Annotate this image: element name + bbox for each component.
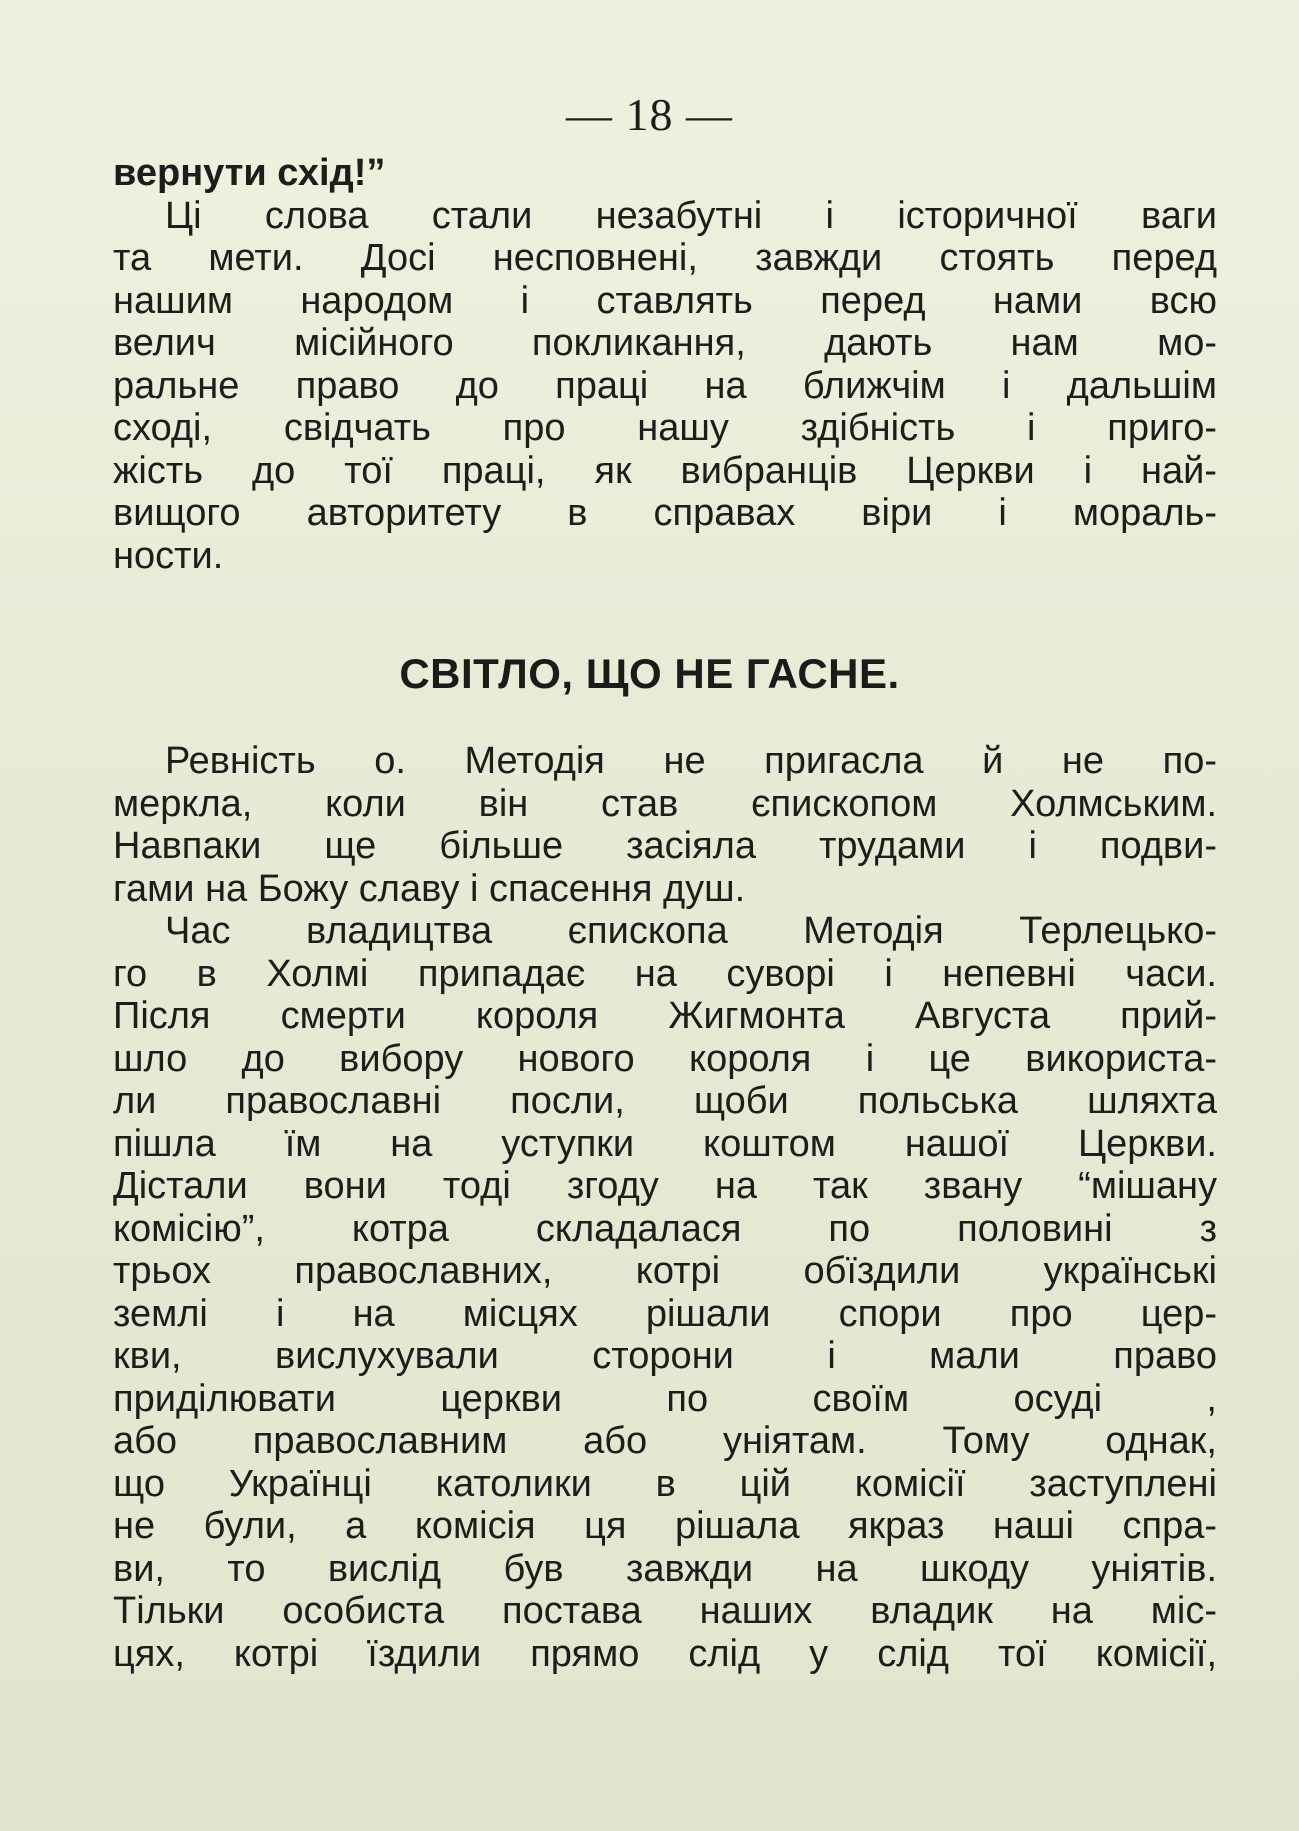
text-line: гами на Божу славу і спасення душ. [113,867,746,910]
text-line: цях, котрі їздили прямо слід у слід тої комісії, [113,1632,1217,1675]
text-line: землі і на місцях рішали спори про цер- [113,1292,1217,1335]
text-line: сході, свідчать про нашу здібність і приго- [113,407,1217,449]
text-line: нашим народом і ставлять перед нами всю [113,279,1217,322]
text-line: шло до вибору нового короля і це використа- [113,1037,1217,1080]
text-line: жість до тої праці, як вибранців Церкви і най- [113,449,1217,492]
text-line: ральне право до праці на ближчім і дальшім [113,364,1217,407]
intro-text [113,152,1217,577]
text-line: що Українці католики в цій комісії заступлені [113,1462,1217,1505]
text-line: Ці слова стали незабутні і історичної ваги [165,194,1217,237]
section-heading: СВІТЛО, ЩО НЕ ГАСНЕ. [399,650,900,697]
text-line: вищого авторитету в справах віри і мораль- [113,492,1217,534]
text-line: та мети. Досі несповнені, завжди стоять перед [113,237,1217,279]
text-line: меркла, коли він став єпископом Холмським. [113,782,1217,825]
text-line: Дістали вони тоді згоду на так звану “мішану [113,1165,1217,1207]
text-line: ви, то вислід був завжди на шкоду уніятів. [113,1547,1217,1590]
text-line: не були, а комісія ця рішала якраз наші спра- [113,1505,1217,1547]
paragraph-1 [113,740,1217,910]
text-line: Час владицтва єпископа Методія Терлецько- [165,910,1217,952]
text-line: Навпаки ще більше засіяла трудами і подви- [113,825,1217,867]
paragraph-2 [113,910,1217,1675]
text-line: вернути схід!” [113,152,386,194]
text-line: приділювати церкви по своїм осуді , [113,1377,1217,1420]
text-line: пішла їм на уступки коштом нашої Церкви. [113,1122,1217,1165]
text-line: го в Холмі припадає на суворі і непевні часи. [113,952,1217,995]
page-number: — 18 — [566,89,733,140]
text-line: трьох православних, котрі обїздили українські [113,1250,1217,1292]
text-line: комісію”, котра складалася по половині з [113,1207,1217,1250]
text-line: Після смерти короля Жигмонта Августа прий- [113,995,1217,1037]
text-line: ли православні посли, щоби польська шляхта [113,1080,1217,1122]
text-line: Ревність о. Методія не пригасла й не по- [165,740,1217,782]
text-line: велич місійного покликання, дають нам мо- [113,322,1217,364]
text-line: ности. [113,534,224,577]
text-line: кви, вислухували сторони і мали право [113,1335,1217,1377]
text-line: або православним або уніятам. Тому однак, [113,1420,1217,1462]
text-line: Тільки особиста постава наших владик на міс- [113,1590,1217,1632]
